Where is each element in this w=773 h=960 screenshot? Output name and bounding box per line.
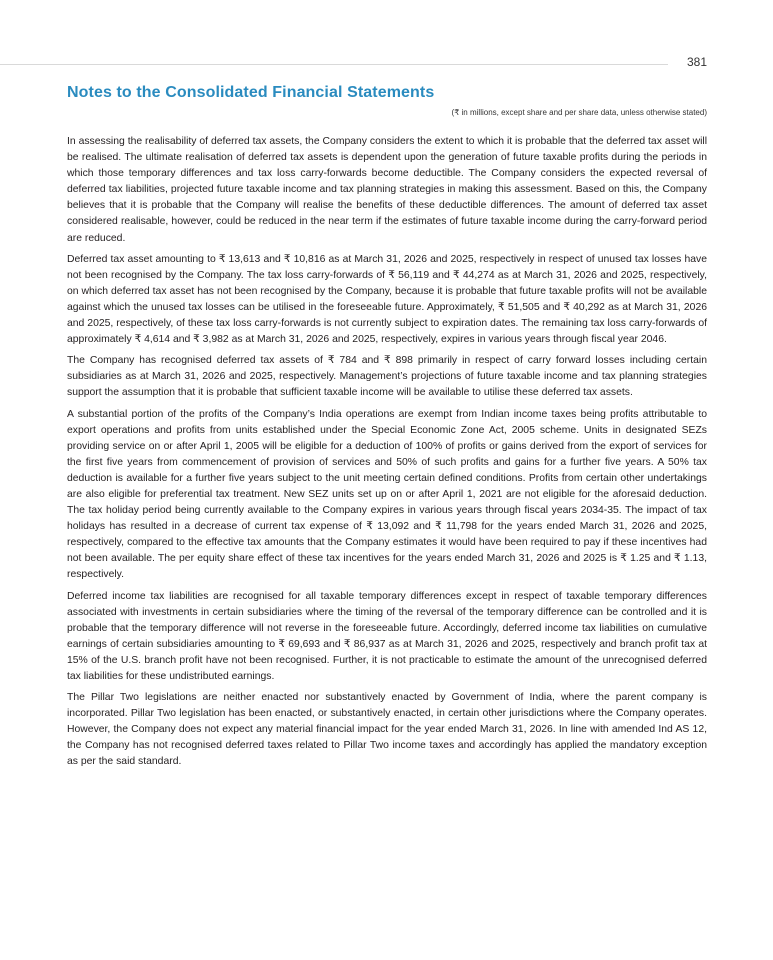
page-title: Notes to the Consolidated Financial Statements: [67, 84, 435, 101]
unit-note: (₹ in millions, except share and per share data, unless otherwise stated): [451, 108, 707, 117]
paragraph-unrecognised-tax-losses: Deferred tax asset amounting to ₹ 13,613 and ₹ 10,816 as at March 31, 2026 and 2025, respectively in respect of unused tax losses have not been recognised by the Company. The tax loss carry-forwards of ₹ 56,119 and ₹ 44,274 as at March 31, 2026 and 2025, respectively, on which deferred tax asset has not been recognised by the Company, because it is probable that future taxable profits will not be available against which the unused tax losses can be utilised in the foreseeable future. Approximately, ₹ 51,505 and ₹ 40,292 as at March 31, 2026 and 2025, respectively, of these tax loss carry-forwards is not currently subject to expiration dates. The remaining tax loss carry-forwards of approximately ₹ 4,614 and ₹ 3,982 as at March 31, 2026 and 2025, respectively, expires in various years through fiscal year 2046.: [67, 253, 707, 346]
paragraph-recognised-deferred-tax-assets: The Company has recognised deferred tax assets of ₹ 784 and ₹ 898 primarily in respect of carry forward losses including certain subsidiaries as at March 31, 2026 and 2025, respectively. Management’s projections of future taxable income and tax planning strategies support the assumption that it is probable that sufficient taxable income will be available to utilise these deferred tax assets.: [67, 355, 707, 399]
header-divider: [0, 64, 668, 65]
paragraph-pillar-two: The Pillar Two legislations are neither enacted nor substantively enacted by Government of India, where the parent company is incorporated. Pillar Two legislation has been enacted, or substantively enacted, in certain other jurisdictions where the Company operates. However, the Company does not expect any material financial impact for the year ended March 31, 2026. In line with amended Ind AS 12, the Company has not recognised deferred taxes related to Pillar Two income taxes and accordingly has applied the mandatory exception as per the said standard.: [67, 692, 707, 768]
page-number: 381: [686, 55, 707, 69]
paragraph-deferred-tax-realisability: In assessing the realisability of deferred tax assets, the Company considers the extent to which it is probable that the deferred tax asset will be realised. The ultimate realisation of deferred tax assets is dependent upon the generation of future taxable profits during the periods in which those temporary differences and tax loss carry-forwards become deductible. The Company considers the expected reversal of deferred tax liabilities, projected future taxable income and tax planning strategies in making this assessment. Based on this, the Company believes that it is probable that the Company will realise the benefits of these deductible differences. The amount of deferred tax asset considered realisable, however, could be reduced in the near term if the estimates of future taxable income during the carry-forward period are reduced.: [67, 136, 707, 244]
paragraph-deferred-tax-liabilities: Deferred income tax liabilities are recognised for all taxable temporary differences except in respect of taxable temporary differences associated with investments in certain subsidiaries where the timing of the reversal of the temporary difference can be controlled and it is probable that the temporary difference will not reverse in the foreseeable future. Accordingly, deferred income tax liabilities on cumulative earnings of certain subsidiaries amounting to ₹ 69,693 and ₹ 86,937 as at March 31, 2026 and 2025, respectively and branch profit tax at 15% of the U.S. branch profit have not been recognised. Further, it is not practicable to estimate the amount of the unrecognised deferred tax liabilities for these undistributed earnings.: [67, 590, 707, 682]
notes-body: [67, 134, 707, 776]
paragraph-tax-holidays: A substantial portion of the profits of the Company’s India operations are exempt from Indian income taxes being profits attributable to export operations and profits from units established under the Special Economic Zone Act, 2005 scheme. Units in designated SEZs providing service on or after April 1, 2005 will be eligible for a deduction of 100% of profits or gains derived from the export of services for the first five years from commencement of provision of services and 50% of such profits and gains for a further five years. A 50% tax deduction is available for a further five years subject to the unit meeting certain defined conditions. Profits from certain other undertakings are also eligible for preferential tax treatment. New SEZ units set up on or after April 1, 2021 are not eligible for the aforesaid deduction. The tax holiday period being currently available to the Company expires in various years through fiscal years 2034-35. The impact of tax holidays has resulted in a decrease of current tax expense of ₹ 13,092 and ₹ 11,798 for the years ended March 31, 2026 and 2025, respectively, compared to the effective tax amounts that the Company estimates it would have been required to pay if these incentives had not been available. The per equity share effect of these tax incentives for the years ended March 31, 2026 and 2025 is ₹ 1.25 and ₹ 1.13, respectively.: [67, 408, 707, 581]
